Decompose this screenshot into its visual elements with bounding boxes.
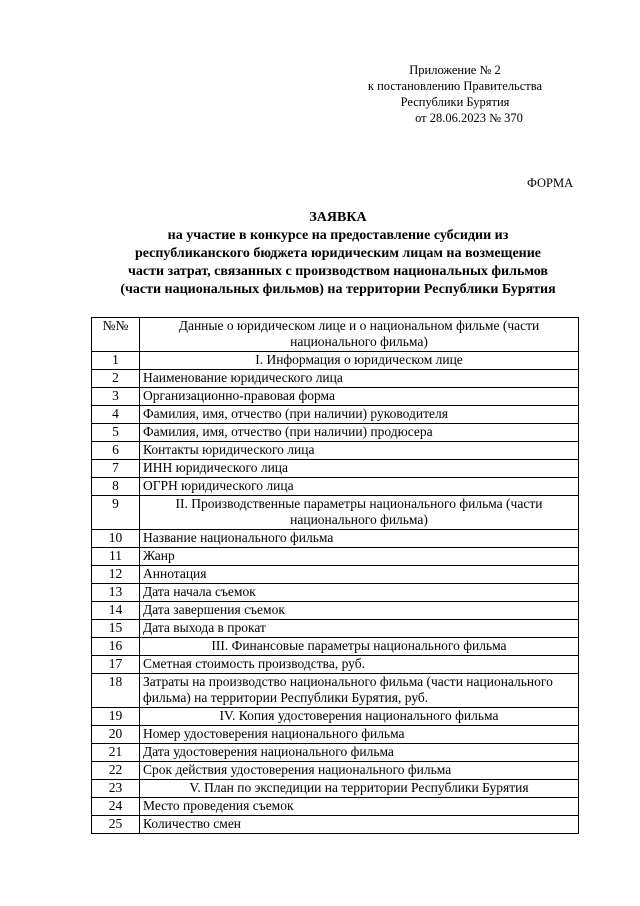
row-number: 7 [92, 460, 140, 478]
row-field: Срок действия удостоверения национального фильма [140, 762, 579, 780]
appendix-line: к постановлению Правительства [367, 79, 543, 93]
section-heading: II. Производственные параметры национального фильма (части национального фильма) [140, 496, 579, 530]
section-heading: IV. Копия удостоверения национального фильма [140, 708, 579, 726]
table-row [92, 744, 579, 762]
table-row [92, 708, 579, 726]
table-row [92, 442, 579, 460]
form-label: ФОРМА [527, 176, 574, 190]
row-field: Название национального фильма [140, 530, 579, 548]
table-row [92, 460, 579, 478]
row-field: Жанр [140, 548, 579, 566]
row-field: Сметная стоимость производства, руб. [140, 656, 579, 674]
row-number: 22 [92, 762, 140, 780]
title-line: на участие в конкурсе на предоставление субсидии из [167, 228, 509, 243]
row-field: Организационно-правовая форма [140, 388, 579, 406]
row-field: Дата выхода в прокат [140, 620, 579, 638]
row-field: Затраты на производство национального фильма (части национального фильма) на территории Республики Бурятия, руб. [140, 674, 579, 708]
row-number: 23 [92, 780, 140, 798]
table-row [92, 424, 579, 442]
title-line: республиканского бюджета юридическим лицам на возмещение [134, 246, 542, 261]
row-field: Место проведения съемок [140, 798, 579, 816]
row-number: 5 [92, 424, 140, 442]
row-number: 18 [92, 674, 140, 708]
row-field: Контакты юридического лица [140, 442, 579, 460]
table-row [92, 638, 579, 656]
appendix-line: Республики Бурятия [400, 95, 510, 109]
table-row [92, 780, 579, 798]
row-number: 6 [92, 442, 140, 460]
table-row [92, 406, 579, 424]
table-row [92, 530, 579, 548]
table-row [92, 566, 579, 584]
table-row [92, 726, 579, 744]
row-field: Дата начала съемок [140, 584, 579, 602]
row-field: Номер удостоверения национального фильма [140, 726, 579, 744]
row-number: 1 [92, 352, 140, 370]
row-field: ОГРН юридического лица [140, 478, 579, 496]
row-field: Фамилия, имя, отчество (при наличии) руководителя [140, 406, 579, 424]
row-number: 2 [92, 370, 140, 388]
row-field: Наименование юридического лица [140, 370, 579, 388]
row-field: ИНН юридического лица [140, 460, 579, 478]
header-text: Данные о юридическом лице и о национальном фильме (части национального фильма) [140, 318, 579, 352]
section-heading: I. Информация о юридическом лице [140, 352, 579, 370]
row-number: 20 [92, 726, 140, 744]
table-row [92, 548, 579, 566]
table-row [92, 816, 579, 834]
row-number: 9 [92, 496, 140, 530]
title-heading: ЗАЯВКА [309, 210, 367, 225]
row-number: 24 [92, 798, 140, 816]
table-row [92, 370, 579, 388]
row-field: Количество смен [140, 816, 579, 834]
table-row [92, 478, 579, 496]
table-row [92, 352, 579, 370]
table-row [92, 620, 579, 638]
header-num: №№ [92, 318, 140, 352]
appendix-line: от 28.06.2023 № 370 [415, 111, 523, 125]
row-number: 3 [92, 388, 140, 406]
document-title [82, 209, 594, 299]
row-number: 4 [92, 406, 140, 424]
application-table [91, 317, 579, 834]
table-row [92, 388, 579, 406]
appendix-line: Приложение № 2 [409, 63, 501, 77]
row-number: 13 [92, 584, 140, 602]
row-number: 11 [92, 548, 140, 566]
table-row [92, 762, 579, 780]
row-field: Фамилия, имя, отчество (при наличии) продюсера [140, 424, 579, 442]
table-row [92, 584, 579, 602]
row-field: Дата удостоверения национального фильма [140, 744, 579, 762]
table-row [92, 674, 579, 708]
title-line: (части национальных фильмов) на территории Республики Бурятия [120, 282, 556, 297]
row-field: Аннотация [140, 566, 579, 584]
table-body [92, 352, 579, 834]
table-row [92, 602, 579, 620]
table-row [92, 798, 579, 816]
row-number: 21 [92, 744, 140, 762]
appendix-block [360, 62, 550, 126]
row-number: 12 [92, 566, 140, 584]
row-number: 10 [92, 530, 140, 548]
row-number: 14 [92, 602, 140, 620]
row-number: 15 [92, 620, 140, 638]
section-heading: V. План по экспедиции на территории Республики Бурятия [140, 780, 579, 798]
row-number: 19 [92, 708, 140, 726]
row-number: 16 [92, 638, 140, 656]
row-field: Дата завершения съемок [140, 602, 579, 620]
title-line: части затрат, связанных с производством национальных фильмов [128, 264, 548, 279]
section-heading: III. Финансовые параметры национального фильма [140, 638, 579, 656]
table-row [92, 496, 579, 530]
row-number: 25 [92, 816, 140, 834]
table-header-row [92, 318, 579, 352]
table-row [92, 656, 579, 674]
row-number: 17 [92, 656, 140, 674]
row-number: 8 [92, 478, 140, 496]
